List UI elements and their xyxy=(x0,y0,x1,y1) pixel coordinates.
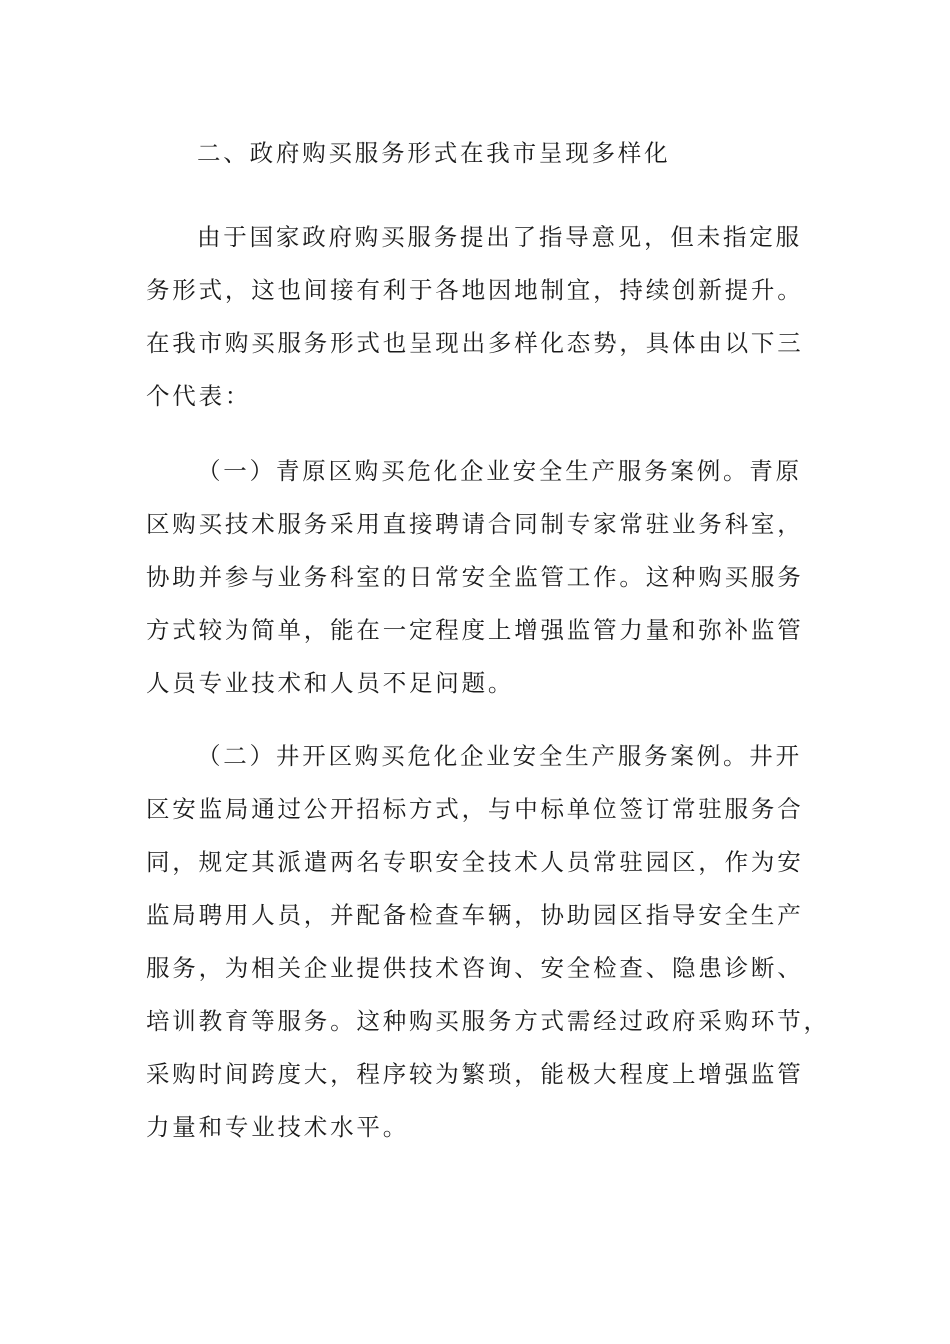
paragraph-case-qingyuan xyxy=(146,445,804,710)
paragraph-line: （二）井开区购买危化企业安全生产服务案例。井开 xyxy=(197,742,802,770)
paragraph-line: 服务，为相关企业提供技术咨询、安全检查、隐患诊断、 xyxy=(146,954,804,982)
paragraph-line: 监局聘用人员，并配备检查车辆，协助园区指导安全生产 xyxy=(146,901,804,929)
section-heading: 二、政府购买服务形式在我市呈现多样化 xyxy=(197,139,671,167)
paragraph-line: （一）青原区购买危化企业安全生产服务案例。青原 xyxy=(197,457,802,485)
paragraph-line: 由于国家政府购买服务提出了指导意见，但未指定服 xyxy=(197,223,802,251)
paragraph-line: 务形式，这也间接有利于各地因地制宜，持续创新提升。 xyxy=(146,276,804,304)
paragraph-line: 区安监局通过公开招标方式，与中标单位签订常驻服务合 xyxy=(146,795,804,823)
paragraph-line: 人员专业技术和人员不足问题。 xyxy=(146,669,515,697)
paragraph-line: 培训教育等服务。这种购买服务方式需经过政府采购环节， xyxy=(146,1007,830,1035)
paragraph-line: 区购买技术服务采用直接聘请合同制专家常驻业务科室， xyxy=(146,510,804,538)
paragraph-line: 协助并参与业务科室的日常安全监管工作。这种购买服务 xyxy=(146,563,804,591)
paragraph-line: 在我市购买服务形式也呈现出多样化态势，具体由以下三 xyxy=(146,329,804,357)
paragraph-line: 同，规定其派遣两名专职安全技术人员常驻园区，作为安 xyxy=(146,848,804,876)
paragraph-line: 采购时间跨度大，程序较为繁琐，能极大程度上增强监管 xyxy=(146,1060,804,1088)
paragraph-line: 个代表： xyxy=(146,382,252,410)
paragraph-line: 力量和专业技术水平。 xyxy=(146,1113,409,1141)
paragraph-case-jingkai xyxy=(146,730,830,1154)
paragraph-line: 方式较为简单，能在一定程度上增强监管力量和弥补监管 xyxy=(146,616,804,644)
paragraph-intro xyxy=(146,211,804,423)
